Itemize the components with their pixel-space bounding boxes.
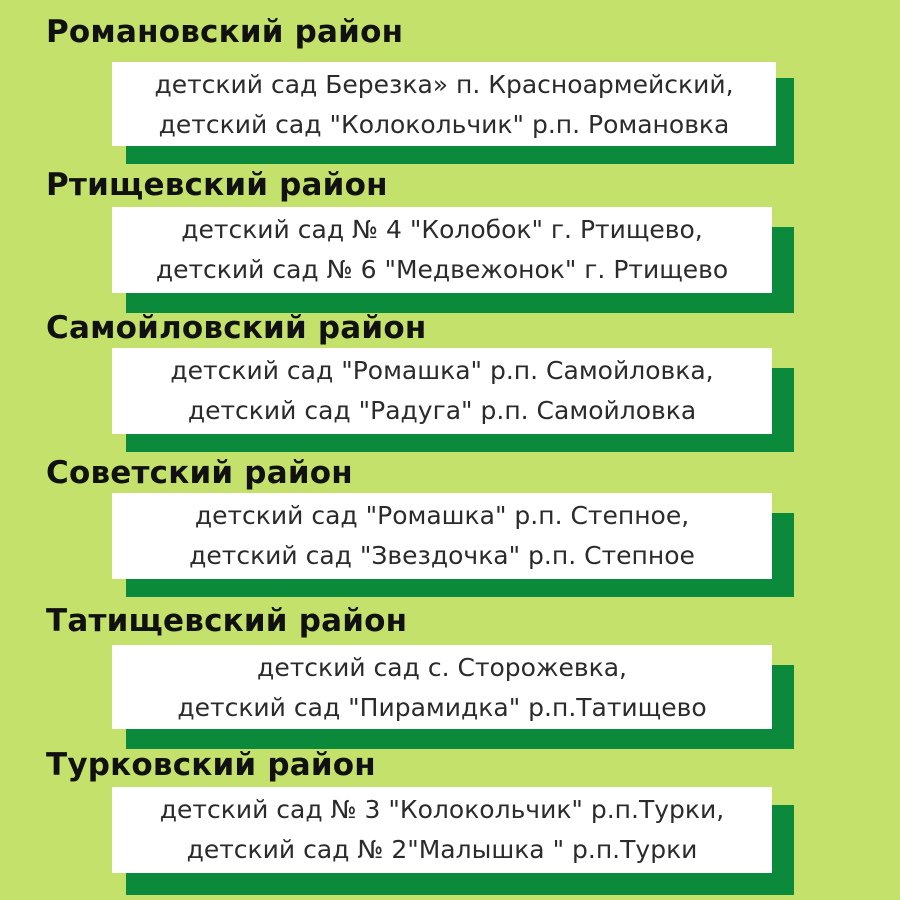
kindergarten-card bbox=[112, 348, 772, 434]
kindergarten-line: детский сад № 3 "Колокольчик" р.п.Турки, bbox=[159, 795, 725, 824]
kindergarten-line: детский сад № 4 "Колобок" г. Ртищево, bbox=[181, 215, 703, 244]
district-block-sovetsky bbox=[0, 443, 900, 583]
kindergarten-card bbox=[112, 493, 772, 579]
district-title: Татищевский район bbox=[46, 603, 408, 639]
district-title: Самойловский район bbox=[46, 310, 427, 346]
kindergarten-line: детский сад "Пирамидка" р.п.Татищево bbox=[177, 693, 707, 722]
kindergarten-line: детский сад Березка» п. Красноармейский, bbox=[154, 70, 734, 99]
kindergarten-line: детский сад с. Сторожевка, bbox=[257, 653, 627, 682]
kindergarten-line: детский сад "Звездочка" р.п. Степное bbox=[189, 541, 695, 570]
district-title: Романовский район bbox=[46, 14, 404, 50]
kindergarten-line: детский сад № 2"Малышка " р.п.Турки bbox=[186, 835, 698, 864]
kindergarten-card bbox=[112, 207, 772, 293]
kindergarten-line: детский сад "Ромашка" р.п. Самойловка, bbox=[170, 356, 714, 385]
kindergarten-card bbox=[112, 787, 772, 873]
kindergarten-line: детский сад "Ромашка" р.п. Степное, bbox=[194, 501, 690, 530]
district-block-turkovsky bbox=[0, 735, 900, 875]
kindergarten-line: детский сад "Радуга" р.п. Самойловка bbox=[187, 396, 697, 425]
district-title: Ртищевский район bbox=[46, 167, 388, 203]
district-title: Советский район bbox=[46, 455, 353, 491]
district-block-rtishchevsky bbox=[0, 155, 900, 295]
district-title: Турковский район bbox=[46, 747, 376, 783]
kindergarten-card bbox=[112, 645, 772, 729]
kindergarten-card bbox=[112, 62, 776, 146]
district-block-romanovsky bbox=[0, 2, 900, 142]
kindergarten-line: детский сад "Колокольчик" р.п. Романовка bbox=[158, 110, 730, 139]
district-block-samoylovsky bbox=[0, 298, 900, 438]
district-block-tatishchevsky bbox=[0, 591, 900, 731]
kindergarten-line: детский сад № 6 "Медвежонок" г. Ртищево bbox=[155, 255, 729, 284]
